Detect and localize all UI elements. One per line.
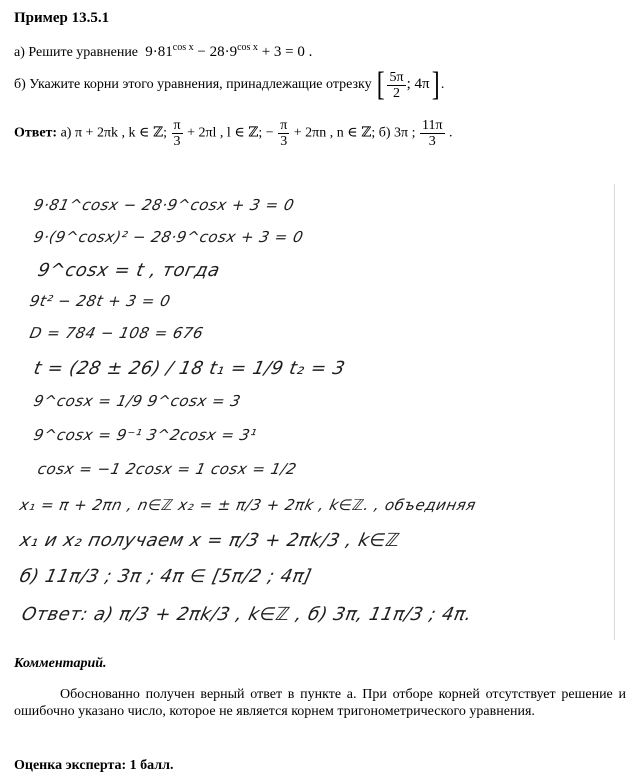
right-bracket-icon: ] (431, 66, 440, 103)
hw-line-4: 9t² − 28t + 3 = 0 (28, 292, 173, 310)
interval-fraction: $\frac{5\pi}{2}$ (389, 69, 404, 101)
task-part-b-label: б) Укажите корни этого уравнения, принадлежащие отрезку (14, 77, 372, 93)
hw-line-10: x₁ = π + 2πn , n∈ℤ x₂ = ± π/3 + 2πk , k∈ℤ. , объединяя (18, 496, 478, 514)
page-title: Пример 13.5.1 (14, 10, 110, 26)
answer-root-3-fraction: $\frac{\pi}{3}$ (280, 118, 288, 149)
equation: $9\cdot 81^{cos x} - 28\cdot 9^{cos x} + 3 = 0$ . (141, 42, 313, 60)
left-bracket-icon: [ (376, 66, 385, 103)
comment-heading: Комментарий. (14, 656, 107, 671)
hw-line-7: 9^cosx = 1/9 9^cosx = 3 (32, 392, 243, 410)
answer-root-2-tail: + 2πl , l ∈ ℤ; − (187, 125, 274, 141)
hw-line-2: 9·(9^cosx)² − 28·9^cosx + 3 = 0 (32, 228, 306, 246)
answer-label: Ответ: (14, 125, 58, 141)
hw-line-12: б) 11π/3 ; 3π ; 4π ∈ [5π/2 ; 4π] (17, 566, 314, 587)
hw-line-8: 9^cosx = 9⁻¹ 3^2cosx = 3¹ (32, 426, 259, 444)
expert-score: Оценка эксперта: 1 балл. (14, 758, 174, 773)
answer-line (14, 118, 453, 149)
task-part-a-label: а) Решите уравнение (14, 45, 139, 60)
task-part-a (14, 42, 312, 61)
hw-line-6: t = (28 ± 26) / 18 t₁ = 1/9 t₂ = 3 (31, 358, 348, 379)
handwritten-solution (0, 180, 638, 640)
task-part-b: б) Укажите корни этого уравнения, принадлежащие отрезку [ $\frac{5\pi}{2}$ ; 4π] . (14, 66, 445, 103)
hw-line-5: D = 784 − 108 = 676 (28, 324, 206, 342)
hw-line-1: 9·81^cosx − 28·9^cosx + 3 = 0 (32, 196, 296, 214)
hw-line-11: x₁ и x₂ получаем x = π/3 + 2πk/3 , k∈ℤ (17, 530, 402, 551)
answer-root-1: π + 2πk , k ∈ ℤ; (74, 125, 167, 141)
answer-root-2-fraction: $\frac{\pi}{3}$ (173, 118, 181, 149)
hw-line-3: 9^cosx = t , тогда (35, 260, 222, 281)
answer-root-4-fraction: $\frac{11\pi}{3}$ (421, 118, 443, 149)
hw-line-13: Ответ: а) π/3 + 2πk/3 , k∈ℤ , б) 3π, 11π/3 ; 4π. (19, 604, 474, 625)
comment-text: Обоснованно получен верный ответ в пункте а. При отборе корней отсутствует решение и ошибочно указано число, которое не является корнем тригонометрического уравнения. (14, 687, 626, 719)
answer-root-3-tail: + 2πn , n ∈ ℤ; б) 3π ; (293, 125, 416, 141)
answer-a-label: а) (60, 125, 72, 141)
answer-end: . (449, 125, 453, 141)
interval-end: ; 4π (406, 76, 430, 93)
hw-line-9: cosx = −1 2cosx = 1 cosx = 1/2 (36, 460, 299, 478)
